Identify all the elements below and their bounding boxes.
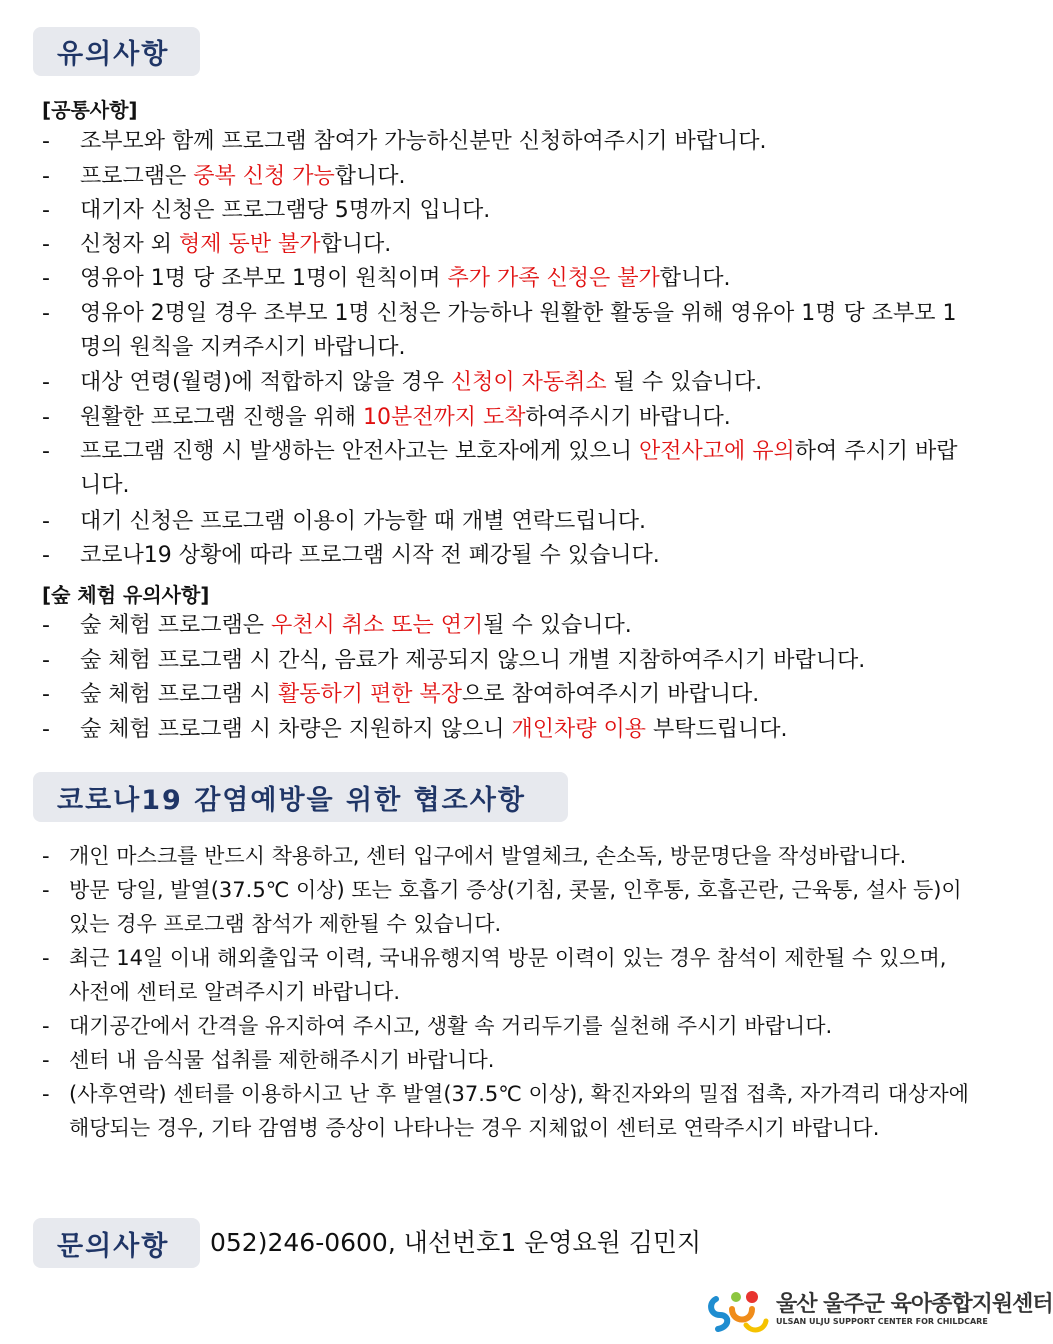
common-item bbox=[42, 228, 972, 262]
common-item-text bbox=[80, 194, 972, 228]
center-logo-icon bbox=[706, 1285, 772, 1335]
common-item bbox=[42, 262, 972, 296]
item-text-part: 프로그램 진행 시 발생하는 안전사고는 보호자에게 있으니 bbox=[80, 439, 640, 464]
common-item bbox=[42, 401, 972, 435]
contact-title-tag bbox=[33, 1218, 200, 1268]
item-text-part: 숲 체험 프로그램 시 간식, 음료가 제공되지 않으니 개별 지참하여주시기 바랍니다. bbox=[80, 648, 866, 673]
forest-heading: [숲 체험 유의사항] bbox=[42, 583, 210, 607]
covid-item-text: 최근 14일 이내 해외출입국 이력, 국내유행지역 방문 이력이 있는 경우 참석이 제한될 수 있으며, 사전에 센터로 알려주시기 바랍니다. bbox=[69, 946, 947, 1004]
forest-item-text bbox=[80, 609, 972, 643]
forest-item-text bbox=[80, 678, 972, 712]
covid-item-text: (사후연락) 센터를 이용하시고 난 후 발열(37.5℃ 이상), 확진자와의 밀접 접촉, 자가격리 대상자에 해당되는 경우, 기타 감염병 증상이 나타나는 경우 지체없이 센터로 연락주시기 바랍니다. bbox=[69, 1082, 969, 1140]
bullet-dash: - bbox=[42, 946, 50, 970]
common-item-text bbox=[80, 435, 972, 503]
common-item-text bbox=[80, 401, 972, 435]
bullet-dash: - bbox=[42, 405, 50, 430]
logo-subtitle: ULSAN ULJU SUPPORT CENTER FOR CHILDCARE bbox=[776, 1317, 988, 1326]
covid-title-tag bbox=[33, 772, 568, 822]
item-text-part: 숲 체험 프로그램 시 차량은 지원하지 않으니 bbox=[80, 717, 512, 742]
common-item bbox=[42, 297, 972, 365]
item-text-part: 합니다. bbox=[320, 232, 392, 257]
common-item-text bbox=[80, 125, 972, 159]
covid-item-text: 대기공간에서 간격을 유지하여 주시고, 생활 속 거리두기를 실천해 주시기 바랍니다. bbox=[69, 1014, 833, 1038]
covid-item-text: 개인 마스크를 반드시 착용하고, 센터 입구에서 발열체크, 손소독, 방문명단을 작성바랍니다. bbox=[69, 844, 907, 868]
common-item bbox=[42, 366, 972, 400]
common-item bbox=[42, 125, 972, 159]
bullet-dash: - bbox=[42, 878, 50, 902]
bullet-dash: - bbox=[42, 543, 50, 568]
item-text-part: 신청자 외 bbox=[80, 232, 179, 257]
covid-item bbox=[42, 1077, 972, 1145]
highlight-text: 형제 동반 불가 bbox=[179, 232, 321, 257]
common-item-text bbox=[80, 539, 972, 573]
common-item-text bbox=[80, 262, 972, 296]
forest-item bbox=[42, 678, 972, 712]
common-item-text bbox=[80, 160, 972, 194]
bullet-dash: - bbox=[42, 1048, 50, 1072]
bullet-dash: - bbox=[42, 1014, 50, 1038]
item-text-part: 대상 연령(월령)에 적합하지 않을 경우 bbox=[80, 370, 451, 395]
forest-item bbox=[42, 609, 972, 643]
highlight-text: 신청이 자동취소 bbox=[450, 370, 607, 395]
covid-item bbox=[42, 1043, 972, 1077]
covid-item-text: 방문 당일, 발열(37.5℃ 이상) 또는 호흡기 증상(기침, 콧물, 인후통, 호흡곤란, 근육통, 설사 등)이 있는 경우 프로그램 참석가 제한될 수 있습니다. bbox=[69, 878, 962, 936]
item-text-part: 합니다. bbox=[659, 266, 731, 291]
logo-title: 울산 울주군 육아종합지원센터 bbox=[776, 1292, 1053, 1317]
bullet-dash: - bbox=[42, 1082, 50, 1106]
bullet-dash: - bbox=[42, 613, 50, 638]
bullet-dash: - bbox=[42, 648, 50, 673]
highlight-text: 개인차량 이용 bbox=[511, 717, 647, 742]
highlight-text: 안전사고에 유의 bbox=[639, 439, 795, 464]
highlight-text: 우천시 취소 또는 연기 bbox=[271, 613, 484, 638]
item-text-part: 코로나19 상황에 따라 프로그램 시작 전 폐강될 수 있습니다. bbox=[80, 543, 660, 568]
common-item bbox=[42, 539, 972, 573]
notice-title: 유의사항 bbox=[57, 39, 170, 70]
bullet-dash: - bbox=[42, 439, 50, 464]
bullet-dash: - bbox=[42, 682, 50, 707]
item-text-part: 영유아 2명일 경우 조부모 1명 신청은 가능하나 원활한 활동을 위해 영유아 1명 당 조부모 1명의 원칙을 지켜주시기 바랍니다. bbox=[80, 301, 957, 360]
bullet-dash: - bbox=[42, 370, 50, 395]
highlight-text: 활동하기 편한 복장 bbox=[278, 682, 463, 707]
covid-item-text: 센터 내 음식물 섭취를 제한해주시기 바랍니다. bbox=[69, 1048, 495, 1072]
item-text-part: 하여주시기 바랍니다. bbox=[525, 405, 731, 430]
contact-title: 문의사항 bbox=[57, 1230, 170, 1262]
bullet-dash: - bbox=[42, 509, 50, 534]
item-text-part: 대기자 신청은 프로그램당 5명까지 입니다. bbox=[80, 198, 491, 223]
covid-item bbox=[42, 941, 972, 1009]
item-text-part: 부탁드립니다. bbox=[646, 717, 788, 742]
highlight-text: 중복 신청 가능 bbox=[193, 164, 335, 189]
bullet-dash: - bbox=[42, 164, 50, 189]
item-text-part: 프로그램은 bbox=[80, 164, 194, 189]
bullet-dash: - bbox=[42, 301, 50, 326]
bullet-dash: - bbox=[42, 266, 50, 291]
common-item bbox=[42, 435, 972, 503]
covid-item bbox=[42, 1009, 972, 1043]
bullet-dash: - bbox=[42, 129, 50, 154]
contact-text: 052)246-0600, 내선번호1 운영요원 김민지 bbox=[210, 1228, 702, 1257]
highlight-text: 10분전까지 도착 bbox=[363, 405, 526, 430]
forest-item-text bbox=[80, 713, 972, 747]
common-item-text bbox=[80, 297, 972, 365]
item-text-part: 원활한 프로그램 진행을 위해 bbox=[80, 405, 363, 430]
common-item bbox=[42, 160, 972, 194]
highlight-text: 추가 가족 신청은 불가 bbox=[447, 266, 660, 291]
common-item-text bbox=[80, 228, 972, 262]
notice-title-tag bbox=[33, 27, 200, 76]
common-item bbox=[42, 194, 972, 228]
item-text-part: 하여 주시기 바랍니다. bbox=[80, 439, 958, 498]
item-text-part: 조부모와 함께 프로그램 참여가 가능하신분만 신청하여주시기 바랍니다. bbox=[80, 129, 767, 154]
covid-item bbox=[42, 873, 972, 941]
bullet-dash: - bbox=[42, 717, 50, 742]
item-text-part: 대기 신청은 프로그램 이용이 가능할 때 개별 연락드립니다. bbox=[80, 509, 646, 534]
bullet-dash: - bbox=[42, 198, 50, 223]
item-text-part: 합니다. bbox=[334, 164, 406, 189]
covid-title: 코로나19 감염예방을 위한 협조사항 bbox=[57, 784, 526, 816]
covid-item bbox=[42, 839, 972, 873]
item-text-part: 될 수 있습니다. bbox=[483, 613, 632, 638]
bullet-dash: - bbox=[42, 232, 50, 257]
bullet-dash: - bbox=[42, 844, 50, 868]
forest-item-text bbox=[80, 644, 972, 678]
item-text-part: 될 수 있습니다. bbox=[606, 370, 763, 395]
common-heading: [공통사항] bbox=[42, 98, 138, 122]
forest-item bbox=[42, 644, 972, 678]
item-text-part: 으로 참여하여주시기 바랍니다. bbox=[462, 682, 760, 707]
center-logo bbox=[706, 1285, 1053, 1335]
forest-item bbox=[42, 713, 972, 747]
common-item-text bbox=[80, 505, 972, 539]
item-text-part: 숲 체험 프로그램 시 bbox=[80, 682, 278, 707]
item-text-part: 영유아 1명 당 조부모 1명이 원칙이며 bbox=[80, 266, 448, 291]
item-text-part: 숲 체험 프로그램은 bbox=[80, 613, 271, 638]
common-item bbox=[42, 505, 972, 539]
common-item-text bbox=[80, 366, 972, 400]
